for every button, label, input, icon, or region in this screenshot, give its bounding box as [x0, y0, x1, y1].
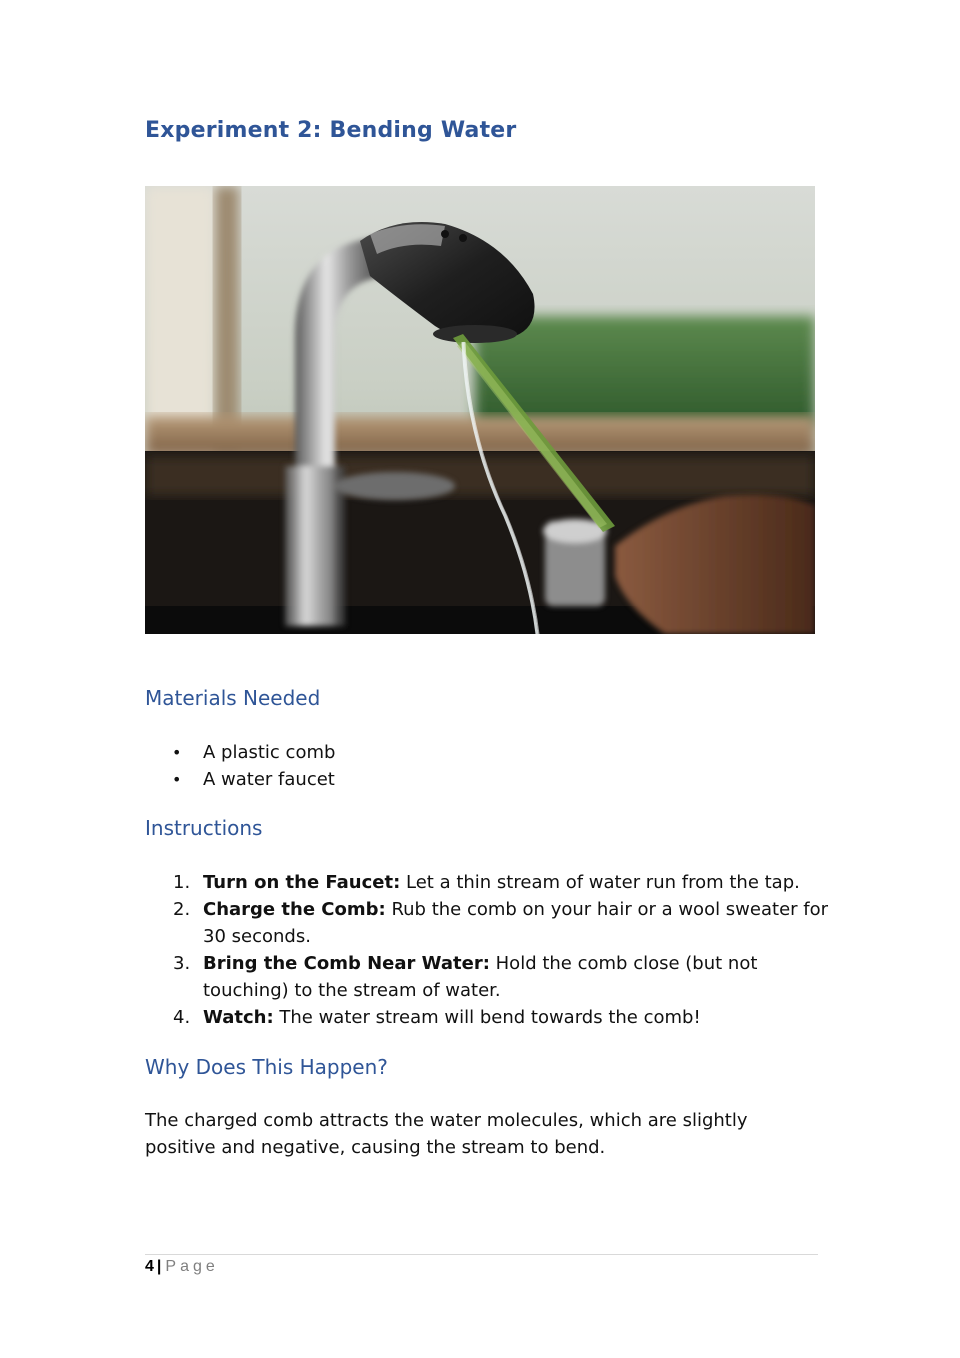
step-title: Bring the Comb Near Water: — [203, 953, 490, 974]
step-text: Let a thin stream of water run from the tap. — [400, 872, 800, 893]
step-text: The water stream will bend towards the comb! — [273, 1007, 701, 1028]
list-item — [145, 1004, 835, 1031]
bullet-icon: • — [172, 743, 182, 762]
materials-heading: Materials Needed — [145, 686, 321, 710]
why-paragraph: The charged comb attracts the water molecules, which are slightly positive and negative, causing the stream to bend. — [145, 1110, 748, 1158]
step-number: 1. — [173, 872, 191, 893]
step-number: 4. — [173, 1007, 191, 1028]
list-item — [145, 739, 745, 766]
step-title: Turn on the Faucet: — [203, 872, 401, 893]
footer-separator: | — [156, 1258, 162, 1275]
page-title: Experiment 2: Bending Water — [145, 118, 517, 143]
faucet-water-photo — [145, 186, 815, 634]
page-footer — [145, 1258, 219, 1276]
step-title: Watch: — [203, 1007, 274, 1028]
step-number: 3. — [173, 953, 191, 974]
step-title: Charge the Comb: — [203, 899, 386, 920]
page-number: 4 — [145, 1258, 154, 1275]
bullet-icon: • — [172, 770, 182, 789]
why-heading: Why Does This Happen? — [145, 1055, 388, 1079]
material-item: A water faucet — [203, 769, 335, 790]
material-item: A plastic comb — [203, 742, 336, 763]
step-text: Rub the comb on your hair or a wool sweater for 30 seconds. — [203, 899, 829, 947]
page-label: Page — [165, 1258, 219, 1275]
instructions-list — [145, 869, 835, 1031]
step-number: 2. — [173, 899, 191, 920]
footer-divider — [145, 1254, 818, 1255]
materials-list — [145, 739, 745, 793]
list-item — [145, 766, 745, 793]
list-item — [145, 950, 835, 1004]
step-text: Hold the comb close (but not touching) to the stream of water. — [203, 953, 758, 1001]
instructions-heading: Instructions — [145, 816, 263, 840]
list-item — [145, 896, 835, 950]
list-item — [145, 869, 835, 896]
